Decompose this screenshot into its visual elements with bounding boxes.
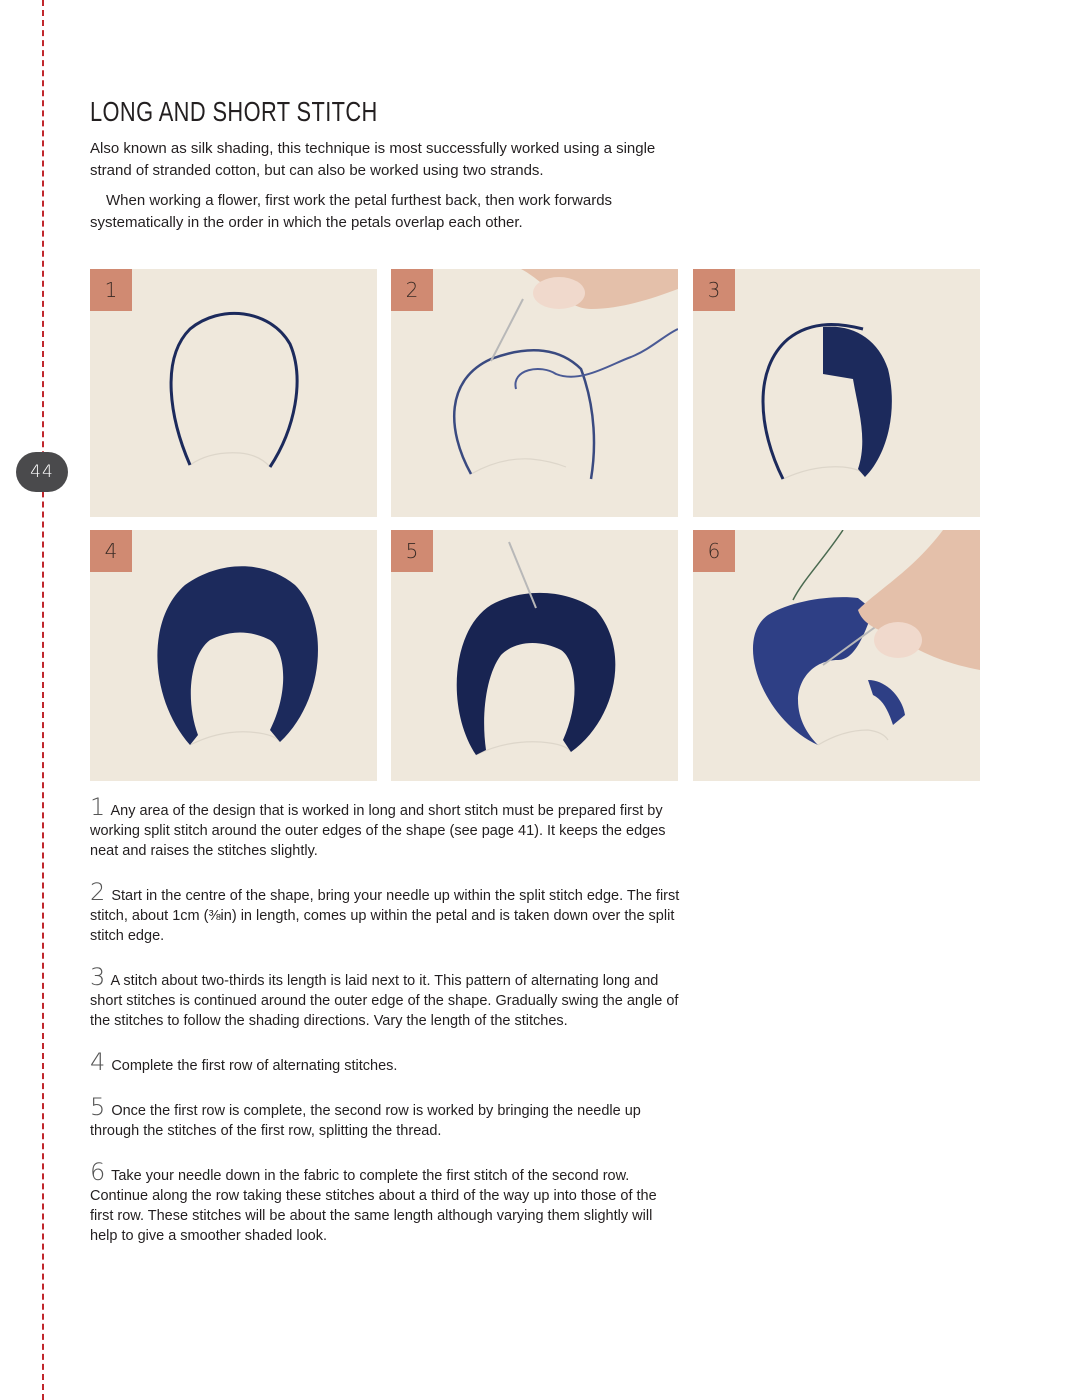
step-text: A stitch about two-thirds its length is laid next to it. This pattern of alternating long and short stitches is continued around the outer edge of the shape. Gradually swing the angle of the stitches to follow the shading directions. Vary the length of the stitches.: [90, 973, 679, 1029]
embroidery-outline-image: [90, 269, 377, 517]
step-text: Once the first row is complete, the second row is worked by bringing the needle up through the stitches of the first row, splitting the thread.: [90, 1103, 641, 1139]
step-number-badge: 5: [391, 530, 433, 572]
step-photo-5: [391, 530, 678, 781]
step-number-badge: 1: [90, 269, 132, 311]
step-number: 5: [90, 1093, 106, 1121]
page-number-badge: 44: [16, 452, 68, 492]
intro-paragraph: Also known as silk shading, this technique is most successfully worked using a single strand of stranded cotton, but can also be worked using two strands.: [90, 140, 656, 179]
step-instruction: [90, 1048, 682, 1076]
step-instruction: [90, 1158, 682, 1246]
step-number-badge: 3: [693, 269, 735, 311]
step-number: 6: [90, 1158, 106, 1186]
margin-dashed-line: [42, 0, 44, 1400]
step-instruction: [90, 793, 682, 861]
step-text: Complete the first row of alternating stitches.: [111, 1058, 398, 1074]
step-number: 4: [90, 1048, 106, 1076]
intro-text: [90, 138, 680, 242]
step-number-badge: 4: [90, 530, 132, 572]
step-photo-4: [90, 530, 377, 781]
finishing-image: [693, 530, 980, 781]
partial-fill-image: [693, 269, 980, 517]
step-photo-6: [693, 530, 980, 781]
step-instruction: [90, 963, 682, 1031]
step-number: 1: [90, 793, 106, 821]
step-text: Take your needle down in the fabric to complete the first stitch of the second row. Continue along the row taking these stitches about a third of the way up into those of the first row. These stitches will be about the same length although varying them slightly will help to give a smoother shaded look.: [90, 1168, 657, 1244]
step-text: Any area of the design that is worked in long and short stitch must be prepared first by working split stitch around the outer edges of the shape (see page 41). It keeps the edges neat and raises the stitches slightly.: [90, 803, 666, 859]
step-number: 2: [90, 878, 106, 906]
first-row-image: [90, 530, 377, 781]
intro-paragraph: When working a flower, first work the petal furthest back, then work forwards systematically in the order in which the petals overlap each other.: [90, 192, 613, 231]
second-row-image: [391, 530, 678, 781]
step-number-badge: 2: [391, 269, 433, 311]
step-photo-3: [693, 269, 980, 517]
page-title: LONG AND SHORT STITCH: [90, 96, 378, 127]
step-photo-2: [391, 269, 678, 517]
step-photo-1: [90, 269, 377, 517]
needle-start-image: [391, 269, 678, 517]
step-instruction: [90, 878, 682, 946]
step-number-badge: 6: [693, 530, 735, 572]
step-instruction: [90, 1093, 682, 1141]
step-number: 3: [90, 963, 106, 991]
step-text: Start in the centre of the shape, bring your needle up within the split stitch edge. The first stitch, about 1cm (⅜in) in length, comes up within the petal and is taken down over the split stitch edge.: [90, 888, 680, 944]
step-instructions: [90, 793, 682, 1268]
